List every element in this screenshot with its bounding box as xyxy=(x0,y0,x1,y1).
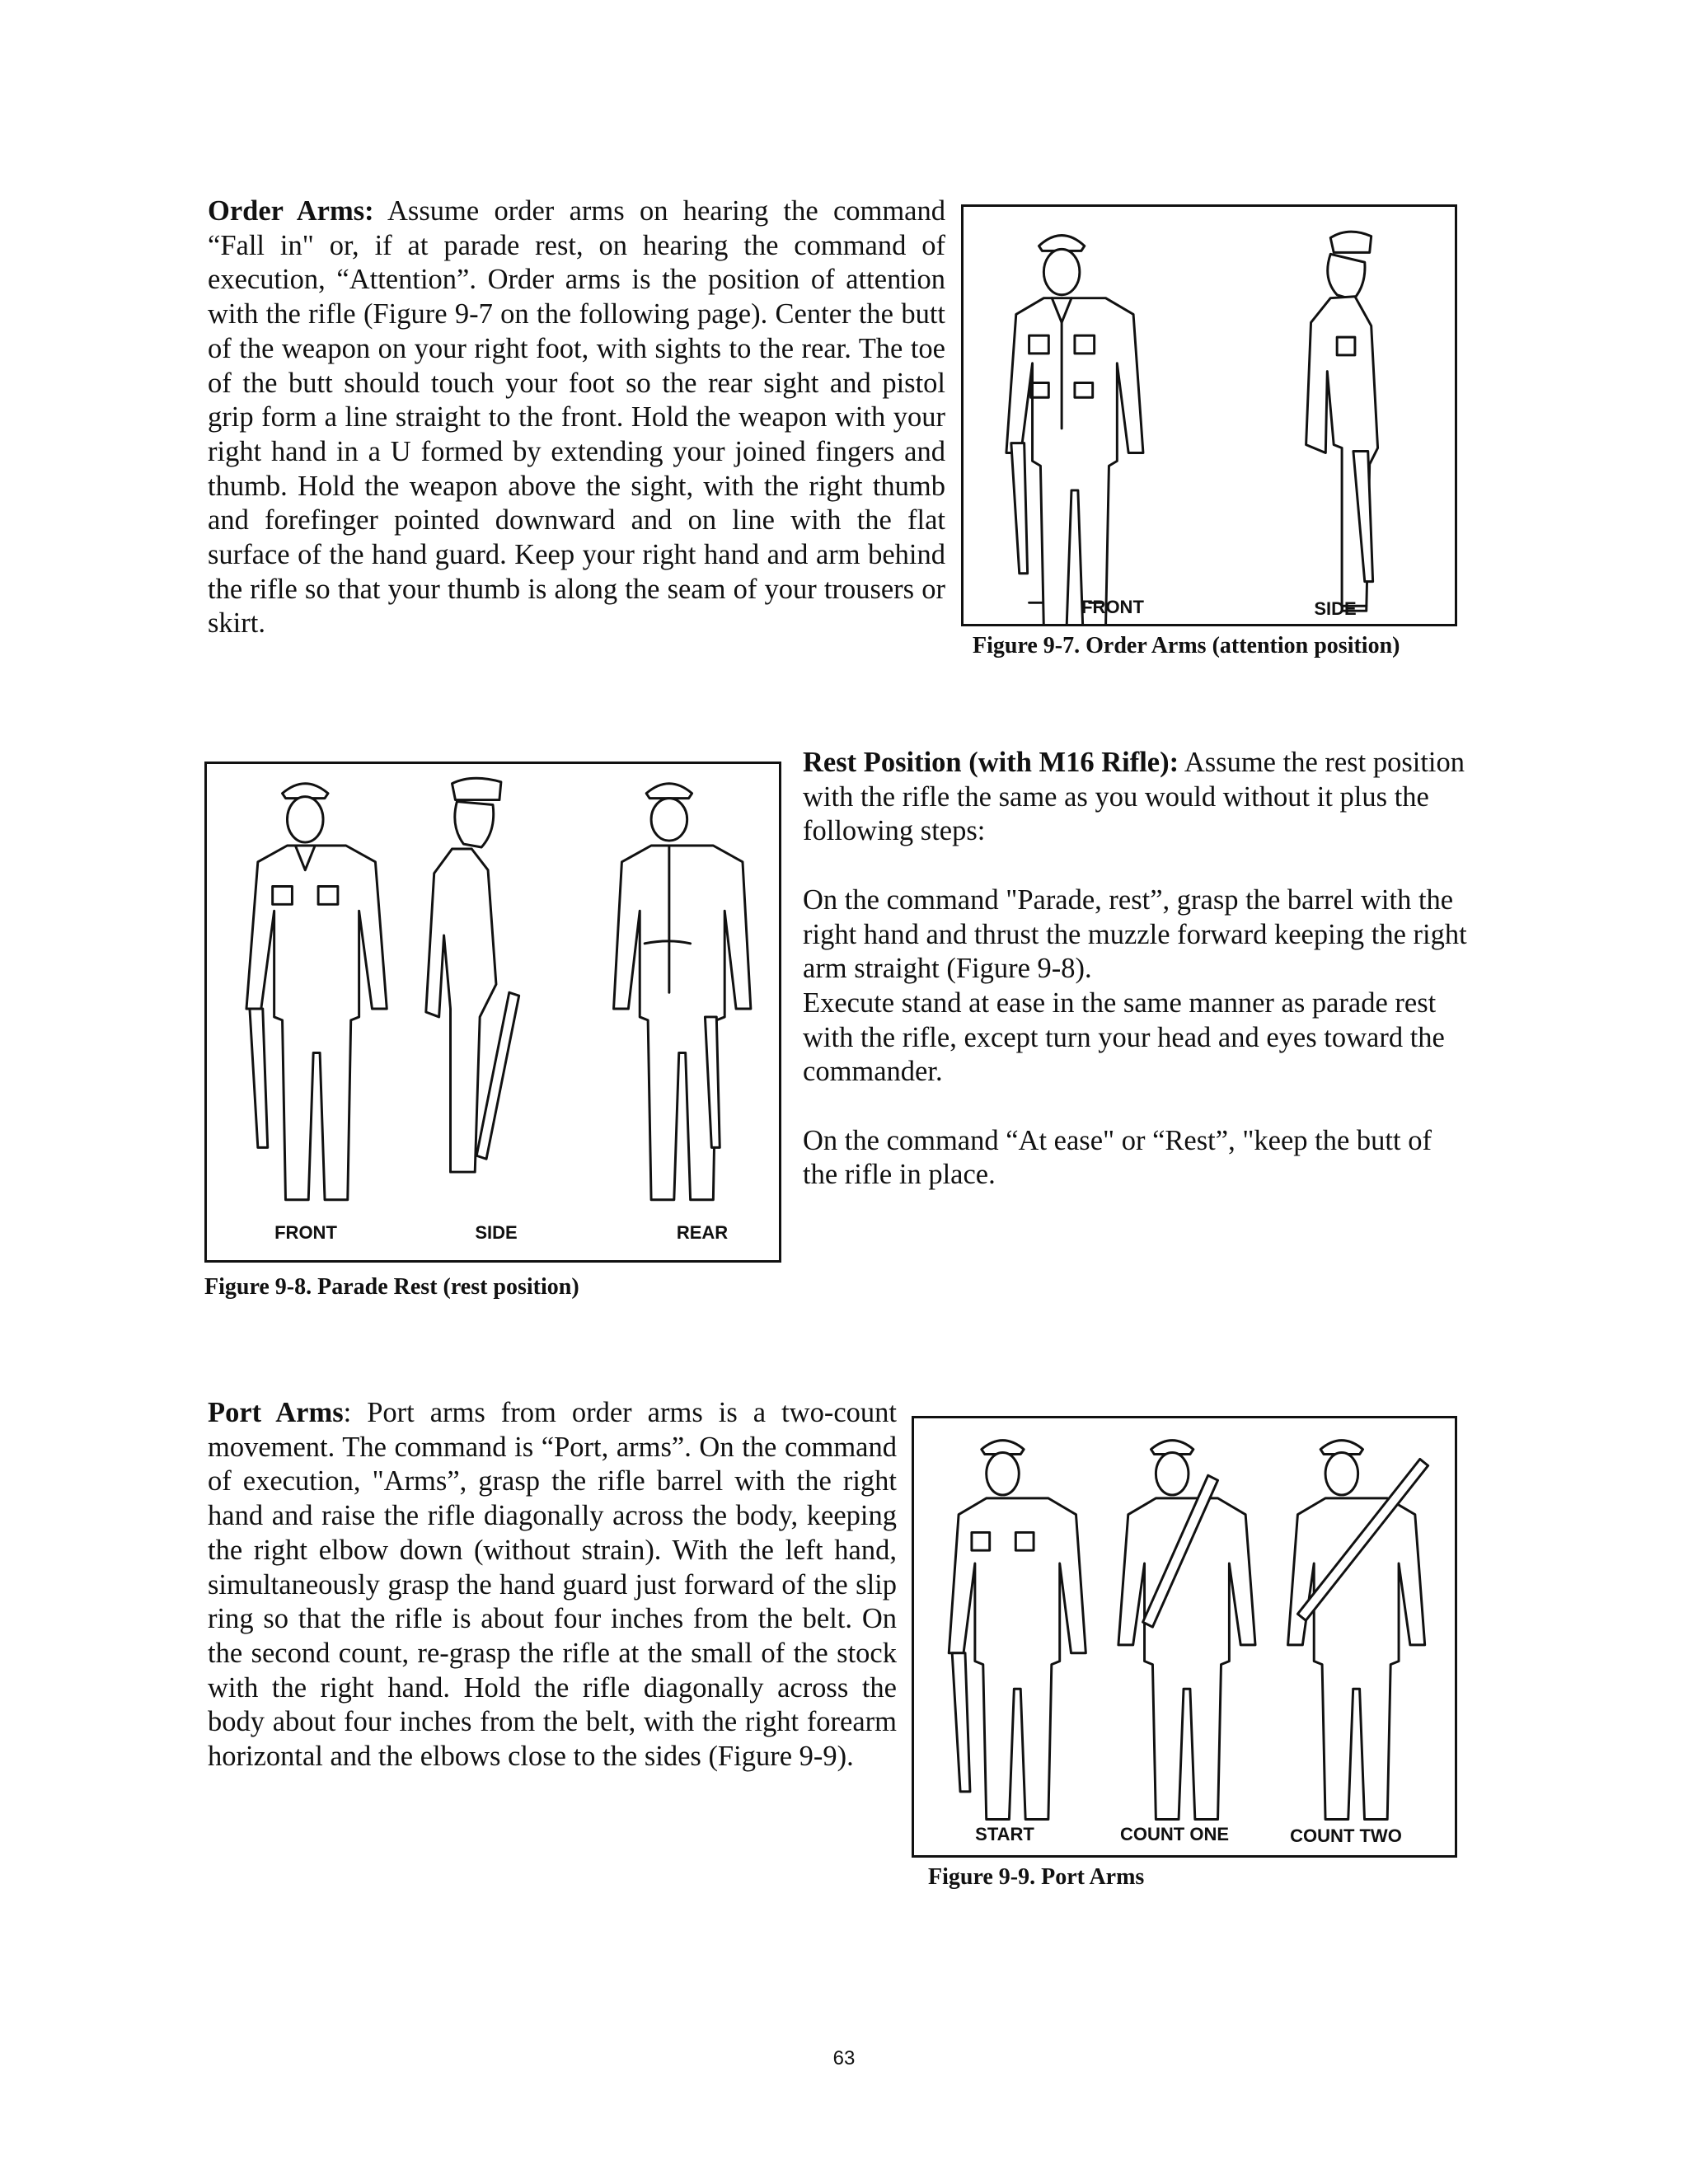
figure-9-9-soldiers-drawing xyxy=(914,1418,1455,1855)
figure-9-7-label-front: FRONT xyxy=(1081,597,1144,617)
rest-position-step-3: On the command “At ease" or “Rest”, "keep the butt of the rifle in place. xyxy=(803,1124,1432,1191)
figure-9-8-label-side: SIDE xyxy=(475,1222,518,1243)
figure-9-8-label-rear: REAR xyxy=(676,1222,729,1243)
figure-9-8-illustration xyxy=(204,762,781,1263)
rest-position-heading: Rest Position (with M16 Rifle): xyxy=(803,747,1179,778)
figure-9-9-label-count-one: COUNT ONE xyxy=(1120,1824,1229,1844)
rest-position-step-1: On the command "Parade, rest”, grasp the barrel with the right hand and thrust the muzzle forward keeping the right arm straight (Figure 9-8). xyxy=(803,883,1467,985)
figure-9-8-caption: Figure 9-8. Parade Rest (rest position) xyxy=(204,1274,579,1300)
figure-9-9-label-count-two: COUNT TWO xyxy=(1290,1825,1402,1846)
rest-position-section xyxy=(803,746,1467,1193)
figure-9-9-label-start: START xyxy=(975,1824,1034,1844)
figure-9-7-illustration xyxy=(961,204,1457,626)
rest-position-intro-text: Assume the rest position with the rifle the same as you would without it plus the following steps: xyxy=(803,747,1465,847)
figure-9-8-label-front: FRONT xyxy=(274,1222,337,1243)
page-number: 63 xyxy=(832,2047,856,2069)
order-arms-paragraph xyxy=(208,194,945,641)
rest-position-step-2: Execute stand at ease in the same manner as parade rest with the rifle, except turn your head and eyes toward the commander. xyxy=(803,987,1445,1088)
figure-9-7-caption: Figure 9-7. Order Arms (attention position) xyxy=(973,633,1400,658)
figure-9-7-soldiers-drawing xyxy=(964,207,1455,624)
figure-9-9-caption: Figure 9-9. Port Arms xyxy=(928,1864,1145,1890)
port-arms-paragraph xyxy=(208,1396,897,1774)
port-arms-text: : Port arms from order arms is a two-count movement. The command is “Port, arms”. On the command of execution, "Arms”, grasp the rifle barrel with the right hand and raise the rifle diagonally across the body, keeping the right elbow down (without strain). With the left hand, simultaneously grasp the hand guard just forward of the slip ring so that the rifle is about four inches from the belt. On the second count, re-grasp the rifle at the small of the stock with the right hand. Hold the rifle diagonally across the body about four inches from the belt, with the right forearm horizontal and the elbows close to the sides (Figure 9-9). xyxy=(208,1397,897,1773)
rest-position-intro xyxy=(803,746,1467,849)
port-arms-heading: Port Arms xyxy=(208,1397,344,1428)
order-arms-text: Assume order arms on hearing the command “Fall in" or, if at parade rest, on hearing the command of execution, “Attention”. Order arms is the position of attention with the rifle (Figure 9-7 on the following page). Center the butt of the weapon on your right foot, with sights to the rear. The toe of the butt should touch your foot so the rear sight and pistol grip form a line straight to the front. Hold the weapon with your right hand in a U formed by extending your joined fingers and thumb. Hold the weapon above the sight, with the right thumb and forefinger pointed downward and on line with the flat surface of the hand guard. Keep your right hand and arm behind the rifle so that your thumb is along the seam of your trousers or skirt. xyxy=(208,195,945,640)
port-arms-section xyxy=(208,1396,897,1774)
figure-9-7-label-side: SIDE xyxy=(1314,598,1357,619)
order-arms-section xyxy=(208,194,945,641)
figure-9-8-soldiers-drawing xyxy=(207,764,779,1260)
figure-9-9-illustration xyxy=(912,1416,1457,1858)
order-arms-heading: Order Arms: xyxy=(208,195,374,227)
